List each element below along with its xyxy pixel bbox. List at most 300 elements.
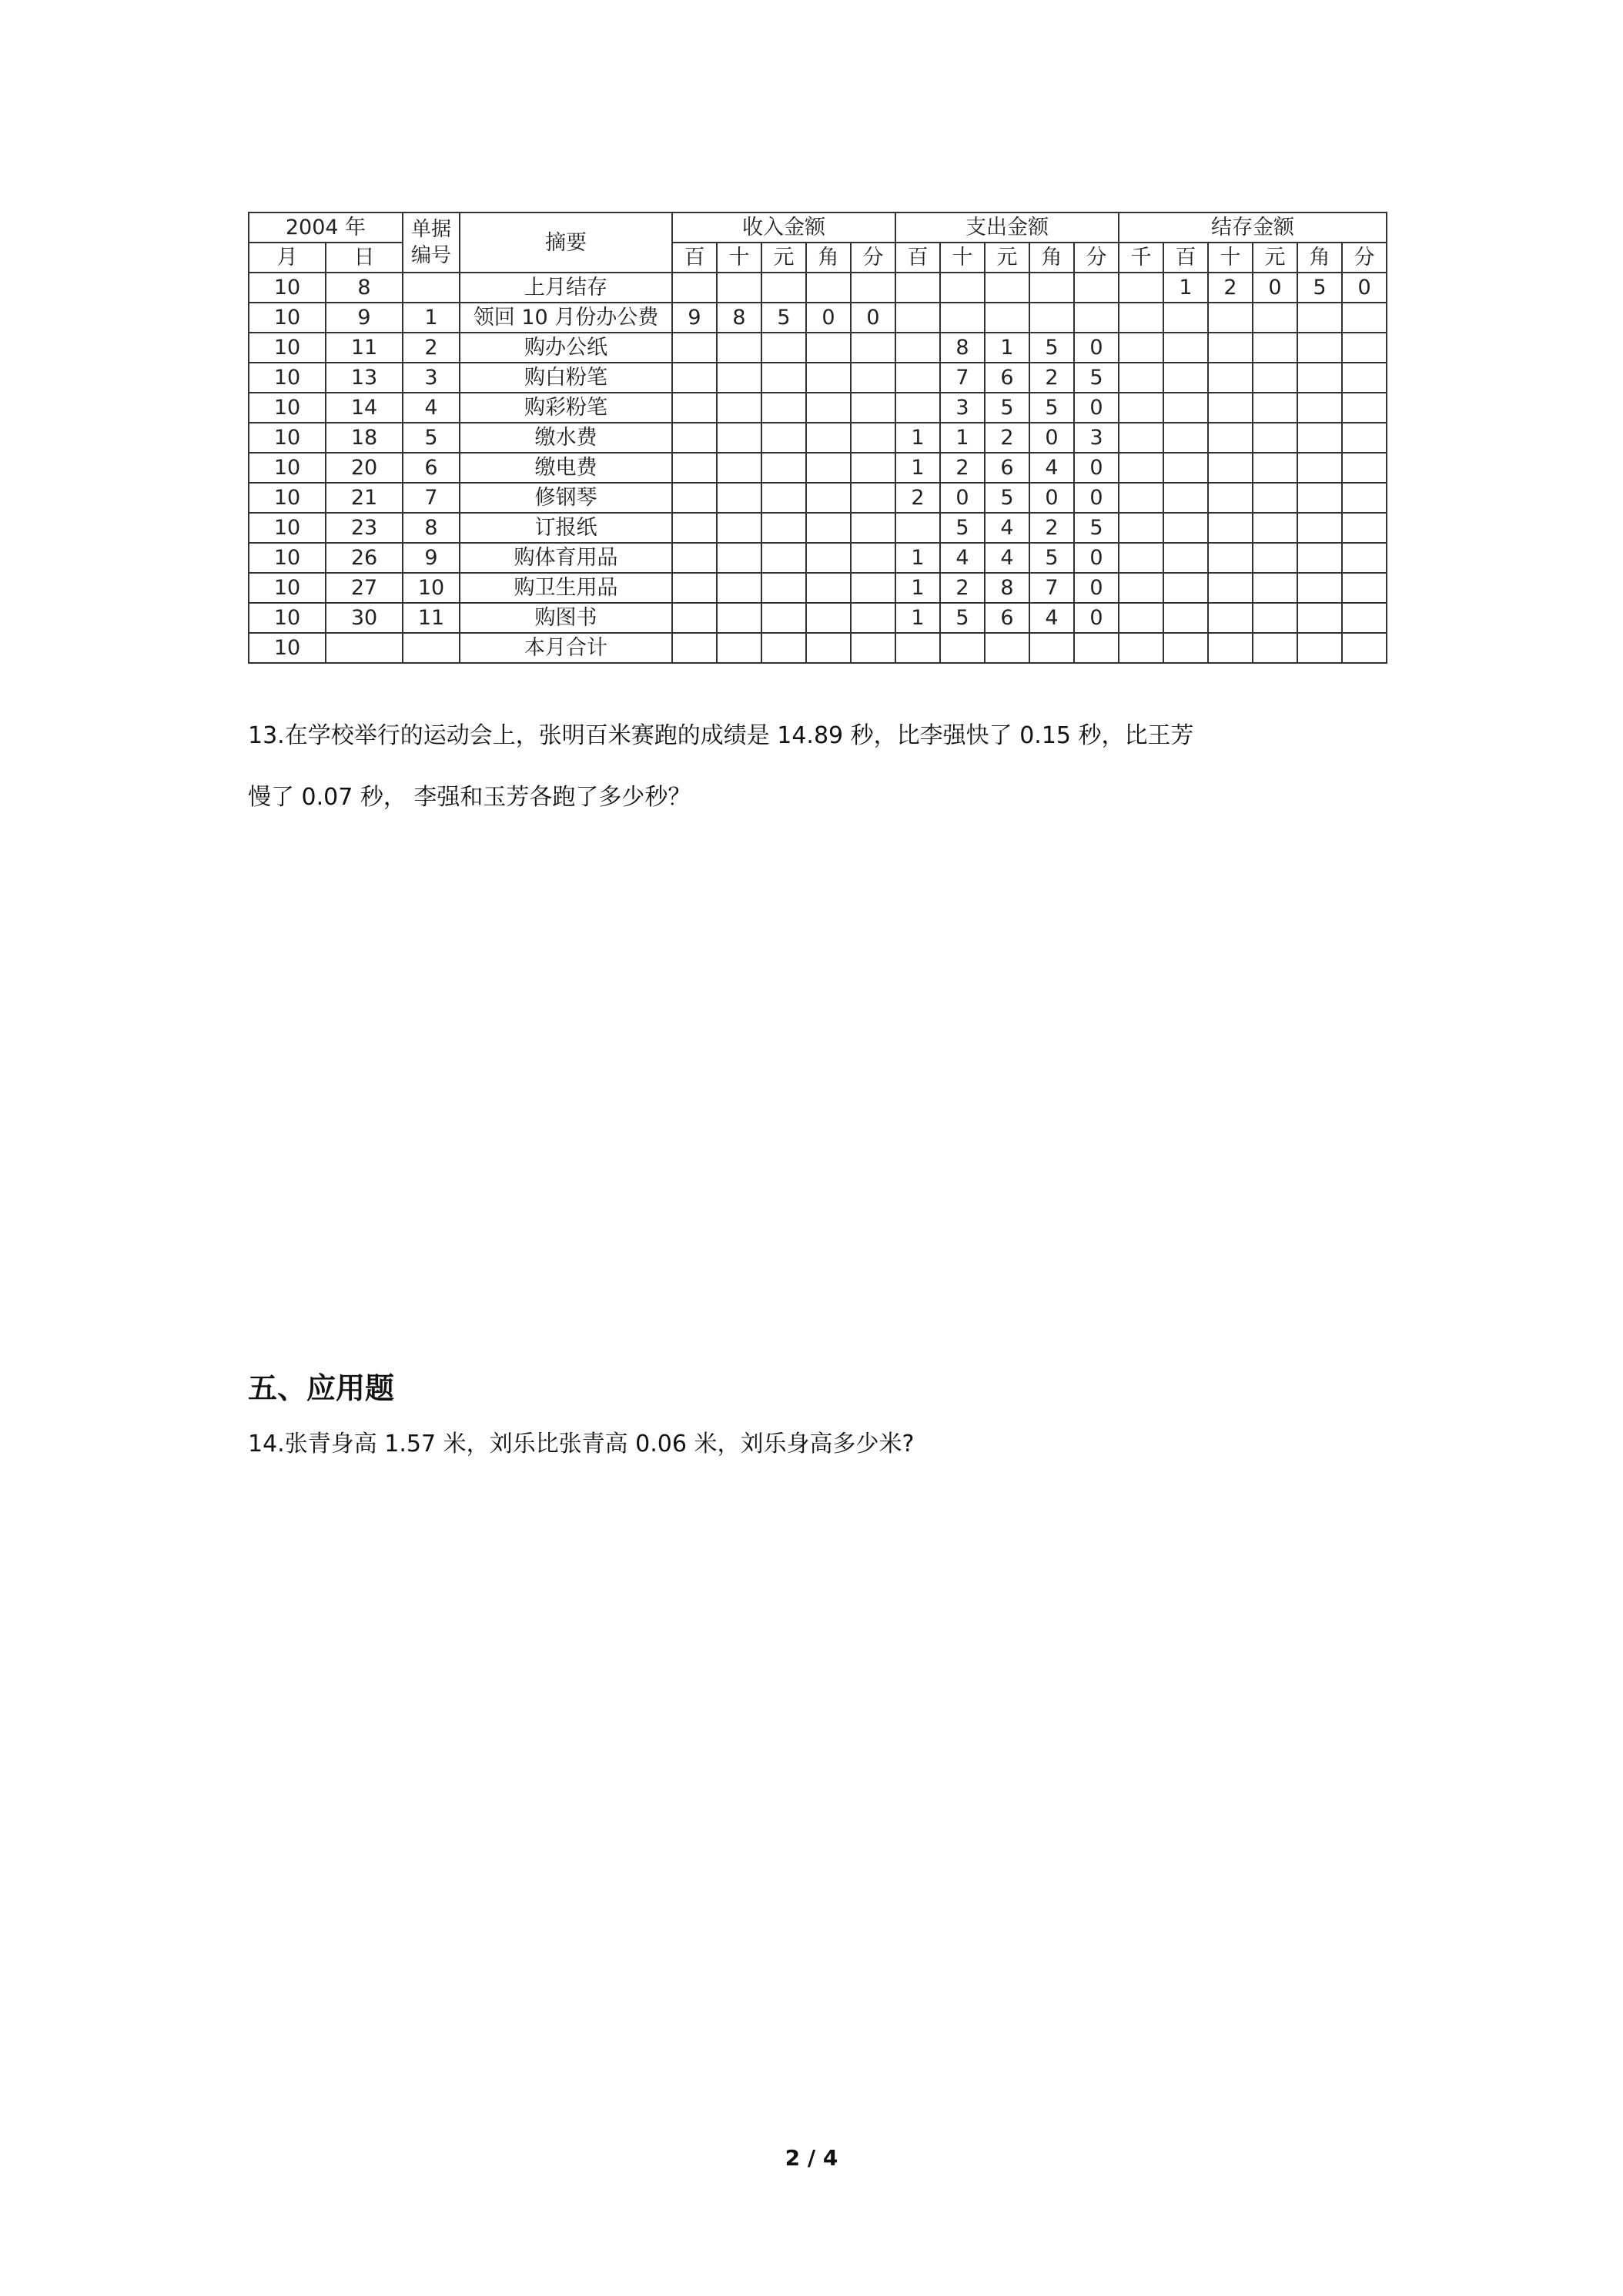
income-digit-cell — [717, 483, 761, 513]
income-digit-cell — [761, 363, 806, 393]
balance-digit-cell — [1342, 333, 1387, 363]
income-digit-cell — [806, 273, 851, 303]
balance-digit-cell: 0 — [1253, 273, 1297, 303]
balance-digit-cell — [1297, 483, 1342, 513]
day-cell — [326, 633, 403, 663]
header-expense-digit: 角 — [1029, 243, 1074, 273]
expense-digit-cell: 2 — [895, 483, 940, 513]
expense-digit-cell — [1029, 633, 1074, 663]
balance-digit-cell — [1163, 453, 1208, 483]
balance-digit-cell — [1253, 393, 1297, 423]
header-income-digit: 元 — [761, 243, 806, 273]
table-row — [249, 453, 1387, 483]
balance-digit-cell: 1 — [1163, 273, 1208, 303]
balance-digit-cell — [1253, 483, 1297, 513]
voucher-no-cell: 1 — [403, 303, 460, 333]
balance-digit-cell — [1119, 573, 1163, 603]
ledger-body — [249, 273, 1387, 663]
summary-cell: 购白粉笔 — [460, 363, 672, 393]
income-digit-cell: 0 — [851, 303, 895, 333]
income-digit-cell: 9 — [672, 303, 717, 333]
balance-digit-cell — [1119, 423, 1163, 453]
income-digit-cell — [851, 423, 895, 453]
income-digit-cell — [717, 603, 761, 633]
expense-digit-cell: 6 — [985, 603, 1029, 633]
header-expense-digit: 分 — [1074, 243, 1119, 273]
month-cell: 10 — [249, 453, 326, 483]
income-digit-cell — [672, 483, 717, 513]
expense-digit-cell: 1 — [895, 423, 940, 453]
table-row — [249, 603, 1387, 633]
expense-digit-cell: 5 — [1029, 393, 1074, 423]
expense-digit-cell: 6 — [985, 453, 1029, 483]
balance-digit-cell: 0 — [1342, 273, 1387, 303]
month-cell: 10 — [249, 303, 326, 333]
income-digit-cell — [851, 603, 895, 633]
header-expense: 支出金额 — [895, 213, 1119, 243]
balance-digit-cell — [1253, 363, 1297, 393]
summary-cell: 购办公纸 — [460, 333, 672, 363]
day-cell: 8 — [326, 273, 403, 303]
balance-digit-cell — [1253, 633, 1297, 663]
balance-digit-cell — [1208, 303, 1253, 333]
balance-digit-cell — [1297, 633, 1342, 663]
income-digit-cell — [806, 483, 851, 513]
balance-digit-cell — [1342, 423, 1387, 453]
balance-digit-cell — [1119, 603, 1163, 633]
day-cell: 13 — [326, 363, 403, 393]
day-cell: 20 — [326, 453, 403, 483]
balance-digit-cell — [1208, 513, 1253, 543]
balance-digit-cell — [1342, 453, 1387, 483]
header-income-digit: 十 — [717, 243, 761, 273]
income-digit-cell — [717, 513, 761, 543]
expense-digit-cell: 7 — [940, 363, 985, 393]
day-cell: 26 — [326, 543, 403, 573]
income-digit-cell — [806, 543, 851, 573]
balance-digit-cell — [1163, 543, 1208, 573]
balance-digit-cell — [1297, 303, 1342, 333]
header-balance-digit: 十 — [1208, 243, 1253, 273]
income-digit-cell — [806, 633, 851, 663]
balance-digit-cell — [1208, 393, 1253, 423]
summary-cell: 订报纸 — [460, 513, 672, 543]
expense-digit-cell: 8 — [985, 573, 1029, 603]
balance-digit-cell — [1253, 603, 1297, 633]
month-cell: 10 — [249, 513, 326, 543]
summary-cell: 购彩粉笔 — [460, 393, 672, 423]
table-row — [249, 393, 1387, 423]
header-month: 月 — [249, 243, 326, 273]
balance-digit-cell — [1297, 333, 1342, 363]
balance-digit-cell — [1253, 573, 1297, 603]
balance-digit-cell — [1208, 573, 1253, 603]
income-digit-cell — [761, 543, 806, 573]
day-cell: 21 — [326, 483, 403, 513]
balance-digit-cell — [1163, 393, 1208, 423]
balance-digit-cell — [1163, 573, 1208, 603]
expense-digit-cell: 4 — [1029, 603, 1074, 633]
balance-digit-cell — [1119, 363, 1163, 393]
expense-digit-cell — [895, 333, 940, 363]
expense-digit-cell: 0 — [1074, 483, 1119, 513]
header-income-digit: 百 — [672, 243, 717, 273]
summary-cell: 本月合计 — [460, 633, 672, 663]
header-balance-digit: 百 — [1163, 243, 1208, 273]
balance-digit-cell — [1208, 603, 1253, 633]
expense-digit-cell: 5 — [1029, 333, 1074, 363]
balance-digit-cell — [1119, 393, 1163, 423]
income-digit-cell — [761, 483, 806, 513]
balance-digit-cell — [1253, 423, 1297, 453]
balance-digit-cell — [1208, 423, 1253, 453]
expense-digit-cell — [895, 393, 940, 423]
table-row — [249, 423, 1387, 453]
balance-digit-cell — [1297, 423, 1342, 453]
expense-digit-cell: 0 — [1029, 483, 1074, 513]
table-row — [249, 303, 1387, 333]
balance-digit-cell — [1119, 543, 1163, 573]
balance-digit-cell — [1297, 513, 1342, 543]
balance-digit-cell — [1342, 393, 1387, 423]
expense-digit-cell — [940, 633, 985, 663]
header-balance-digit: 角 — [1297, 243, 1342, 273]
balance-digit-cell — [1163, 333, 1208, 363]
balance-digit-cell — [1119, 273, 1163, 303]
day-cell: 27 — [326, 573, 403, 603]
income-digit-cell — [806, 573, 851, 603]
table-row — [249, 333, 1387, 363]
expense-digit-cell — [895, 633, 940, 663]
balance-digit-cell — [1297, 393, 1342, 423]
balance-digit-cell — [1297, 453, 1342, 483]
table-row — [249, 363, 1387, 393]
summary-cell: 购图书 — [460, 603, 672, 633]
balance-digit-cell — [1119, 633, 1163, 663]
balance-digit-cell — [1119, 303, 1163, 333]
header-balance-digit: 千 — [1119, 243, 1163, 273]
summary-cell: 购体育用品 — [460, 543, 672, 573]
table-row — [249, 273, 1387, 303]
income-digit-cell — [806, 513, 851, 543]
balance-digit-cell: 5 — [1297, 273, 1342, 303]
day-cell: 11 — [326, 333, 403, 363]
summary-cell: 购卫生用品 — [460, 573, 672, 603]
summary-cell: 缴水费 — [460, 423, 672, 453]
expense-digit-cell: 0 — [1074, 573, 1119, 603]
balance-digit-cell — [1163, 363, 1208, 393]
expense-digit-cell: 5 — [985, 393, 1029, 423]
ledger-table — [248, 212, 1387, 664]
question-14: 14.张青身高 1.57 米，刘乐比张青高 0.06 米，刘乐身高多少米? — [248, 1431, 915, 1458]
income-digit-cell — [717, 633, 761, 663]
balance-digit-cell — [1208, 633, 1253, 663]
balance-digit-cell — [1342, 303, 1387, 333]
header-balance-digit: 分 — [1342, 243, 1387, 273]
day-cell: 30 — [326, 603, 403, 633]
question-13-line-1: 13.在学校举行的运动会上，张明百米赛跑的成绩是 14.89 秒，比李强快了 0.15 秒，比王芳 — [248, 722, 1194, 749]
expense-digit-cell — [1029, 273, 1074, 303]
expense-digit-cell: 5 — [1074, 363, 1119, 393]
balance-digit-cell — [1253, 513, 1297, 543]
expense-digit-cell: 2 — [940, 453, 985, 483]
income-digit-cell — [672, 573, 717, 603]
expense-digit-cell: 5 — [1029, 543, 1074, 573]
summary-cell: 领回 10 月份办公费 — [460, 303, 672, 333]
expense-digit-cell: 7 — [1029, 573, 1074, 603]
income-digit-cell — [717, 573, 761, 603]
expense-digit-cell — [895, 303, 940, 333]
income-digit-cell — [761, 513, 806, 543]
summary-cell: 缴电费 — [460, 453, 672, 483]
day-cell: 18 — [326, 423, 403, 453]
expense-digit-cell — [1074, 303, 1119, 333]
income-digit-cell — [761, 333, 806, 363]
header-expense-digit: 百 — [895, 243, 940, 273]
header-voucher-no — [403, 213, 460, 273]
voucher-no-cell: 5 — [403, 423, 460, 453]
balance-digit-cell — [1342, 573, 1387, 603]
voucher-no-cell: 7 — [403, 483, 460, 513]
expense-digit-cell: 5 — [985, 483, 1029, 513]
expense-digit-cell: 2 — [985, 423, 1029, 453]
summary-cell: 上月结存 — [460, 273, 672, 303]
balance-digit-cell — [1297, 603, 1342, 633]
balance-digit-cell — [1342, 633, 1387, 663]
income-digit-cell — [806, 423, 851, 453]
expense-digit-cell: 0 — [1074, 333, 1119, 363]
balance-digit-cell — [1208, 483, 1253, 513]
balance-digit-cell — [1119, 333, 1163, 363]
header-year: 2004 年 — [249, 213, 403, 243]
header-summary: 摘要 — [460, 213, 672, 273]
month-cell: 10 — [249, 393, 326, 423]
income-digit-cell — [851, 513, 895, 543]
income-digit-cell — [851, 333, 895, 363]
balance-digit-cell — [1163, 303, 1208, 333]
balance-digit-cell — [1253, 453, 1297, 483]
month-cell: 10 — [249, 423, 326, 453]
income-digit-cell: 5 — [761, 303, 806, 333]
month-cell: 10 — [249, 543, 326, 573]
income-digit-cell: 0 — [806, 303, 851, 333]
expense-digit-cell: 3 — [1074, 423, 1119, 453]
table-row — [249, 573, 1387, 603]
balance-digit-cell — [1163, 423, 1208, 453]
balance-digit-cell — [1163, 633, 1208, 663]
expense-digit-cell: 8 — [940, 333, 985, 363]
expense-digit-cell: 3 — [940, 393, 985, 423]
header-balance-digit: 元 — [1253, 243, 1297, 273]
month-cell: 10 — [249, 273, 326, 303]
expense-digit-cell: 0 — [1074, 603, 1119, 633]
income-digit-cell — [672, 453, 717, 483]
income-digit-cell — [672, 633, 717, 663]
income-digit-cell — [851, 393, 895, 423]
voucher-no-cell — [403, 633, 460, 663]
balance-digit-cell — [1119, 453, 1163, 483]
summary-cell: 修钢琴 — [460, 483, 672, 513]
income-digit-cell — [672, 513, 717, 543]
header-expense-digit: 十 — [940, 243, 985, 273]
income-digit-cell — [851, 633, 895, 663]
expense-digit-cell: 1 — [895, 573, 940, 603]
expense-digit-cell: 1 — [985, 333, 1029, 363]
income-digit-cell — [851, 483, 895, 513]
income-digit-cell — [806, 393, 851, 423]
expense-digit-cell: 4 — [1029, 453, 1074, 483]
table-row — [249, 543, 1387, 573]
income-digit-cell — [672, 273, 717, 303]
income-digit-cell: 8 — [717, 303, 761, 333]
income-digit-cell — [761, 573, 806, 603]
income-digit-cell — [672, 333, 717, 363]
balance-digit-cell — [1342, 483, 1387, 513]
balance-digit-cell — [1342, 513, 1387, 543]
expense-digit-cell — [985, 633, 1029, 663]
income-digit-cell — [806, 603, 851, 633]
income-digit-cell — [761, 633, 806, 663]
expense-digit-cell: 5 — [940, 513, 985, 543]
income-digit-cell — [851, 453, 895, 483]
voucher-no-cell: 6 — [403, 453, 460, 483]
income-digit-cell — [851, 273, 895, 303]
balance-digit-cell — [1253, 543, 1297, 573]
income-digit-cell — [717, 333, 761, 363]
balance-digit-cell — [1208, 543, 1253, 573]
income-digit-cell — [672, 423, 717, 453]
income-digit-cell — [717, 363, 761, 393]
voucher-no-cell: 10 — [403, 573, 460, 603]
income-digit-cell — [761, 273, 806, 303]
balance-digit-cell — [1253, 333, 1297, 363]
expense-digit-cell — [985, 303, 1029, 333]
balance-digit-cell — [1208, 453, 1253, 483]
header-income-digit: 分 — [851, 243, 895, 273]
table-row — [249, 513, 1387, 543]
day-cell: 14 — [326, 393, 403, 423]
section-title-applications: 五、应用题 — [248, 1371, 395, 1405]
income-digit-cell — [672, 543, 717, 573]
income-digit-cell — [761, 603, 806, 633]
expense-digit-cell: 1 — [895, 543, 940, 573]
voucher-no-cell: 11 — [403, 603, 460, 633]
expense-digit-cell: 1 — [940, 423, 985, 453]
day-cell: 23 — [326, 513, 403, 543]
expense-digit-cell — [940, 273, 985, 303]
income-digit-cell — [717, 423, 761, 453]
income-digit-cell — [717, 543, 761, 573]
income-digit-cell — [806, 333, 851, 363]
header-day: 日 — [326, 243, 403, 273]
balance-digit-cell — [1119, 513, 1163, 543]
voucher-no-cell: 3 — [403, 363, 460, 393]
balance-digit-cell — [1297, 573, 1342, 603]
expense-digit-cell — [1074, 633, 1119, 663]
expense-digit-cell: 2 — [940, 573, 985, 603]
voucher-no-cell: 9 — [403, 543, 460, 573]
income-digit-cell — [717, 273, 761, 303]
month-cell: 10 — [249, 483, 326, 513]
expense-digit-cell: 0 — [940, 483, 985, 513]
income-digit-cell — [851, 573, 895, 603]
voucher-no-cell: 4 — [403, 393, 460, 423]
expense-digit-cell — [985, 273, 1029, 303]
month-cell: 10 — [249, 333, 326, 363]
income-digit-cell — [717, 453, 761, 483]
header-income: 收入金额 — [672, 213, 895, 243]
month-cell: 10 — [249, 363, 326, 393]
balance-digit-cell — [1119, 483, 1163, 513]
balance-digit-cell — [1342, 363, 1387, 393]
balance-digit-cell — [1297, 543, 1342, 573]
balance-digit-cell — [1163, 513, 1208, 543]
expense-digit-cell: 2 — [1029, 513, 1074, 543]
month-cell: 10 — [249, 573, 326, 603]
expense-digit-cell: 0 — [1029, 423, 1074, 453]
balance-digit-cell — [1297, 363, 1342, 393]
table-row — [249, 483, 1387, 513]
income-digit-cell — [851, 363, 895, 393]
income-digit-cell — [806, 363, 851, 393]
balance-digit-cell: 2 — [1208, 273, 1253, 303]
income-digit-cell — [851, 543, 895, 573]
income-digit-cell — [672, 393, 717, 423]
balance-digit-cell — [1342, 603, 1387, 633]
table-row — [249, 633, 1387, 663]
expense-digit-cell — [1074, 273, 1119, 303]
expense-digit-cell: 5 — [1074, 513, 1119, 543]
expense-digit-cell: 1 — [895, 453, 940, 483]
income-digit-cell — [717, 393, 761, 423]
header-voucher-no-text: 单据编号 — [411, 218, 452, 267]
income-digit-cell — [672, 363, 717, 393]
expense-digit-cell — [895, 273, 940, 303]
income-digit-cell — [672, 603, 717, 633]
expense-digit-cell: 0 — [1074, 453, 1119, 483]
expense-digit-cell — [895, 513, 940, 543]
expense-digit-cell: 6 — [985, 363, 1029, 393]
expense-digit-cell: 5 — [940, 603, 985, 633]
voucher-no-cell: 8 — [403, 513, 460, 543]
day-cell: 9 — [326, 303, 403, 333]
expense-digit-cell: 2 — [1029, 363, 1074, 393]
income-digit-cell — [761, 423, 806, 453]
expense-digit-cell — [895, 363, 940, 393]
expense-digit-cell: 0 — [1074, 393, 1119, 423]
expense-digit-cell: 1 — [895, 603, 940, 633]
expense-digit-cell: 4 — [940, 543, 985, 573]
header-income-digit: 角 — [806, 243, 851, 273]
month-cell: 10 — [249, 633, 326, 663]
month-cell: 10 — [249, 603, 326, 633]
expense-digit-cell — [940, 303, 985, 333]
expense-digit-cell: 4 — [985, 543, 1029, 573]
balance-digit-cell — [1208, 363, 1253, 393]
income-digit-cell — [761, 393, 806, 423]
header-expense-digit: 元 — [985, 243, 1029, 273]
income-digit-cell — [761, 453, 806, 483]
header-balance: 结存金额 — [1119, 213, 1387, 243]
question-13-line-2: 慢了 0.07 秒， 李强和玉芳各跑了多少秒？ — [248, 784, 691, 811]
expense-digit-cell: 4 — [985, 513, 1029, 543]
balance-digit-cell — [1163, 483, 1208, 513]
expense-digit-cell: 0 — [1074, 543, 1119, 573]
balance-digit-cell — [1208, 333, 1253, 363]
balance-digit-cell — [1163, 603, 1208, 633]
balance-digit-cell — [1253, 303, 1297, 333]
voucher-no-cell — [403, 273, 460, 303]
